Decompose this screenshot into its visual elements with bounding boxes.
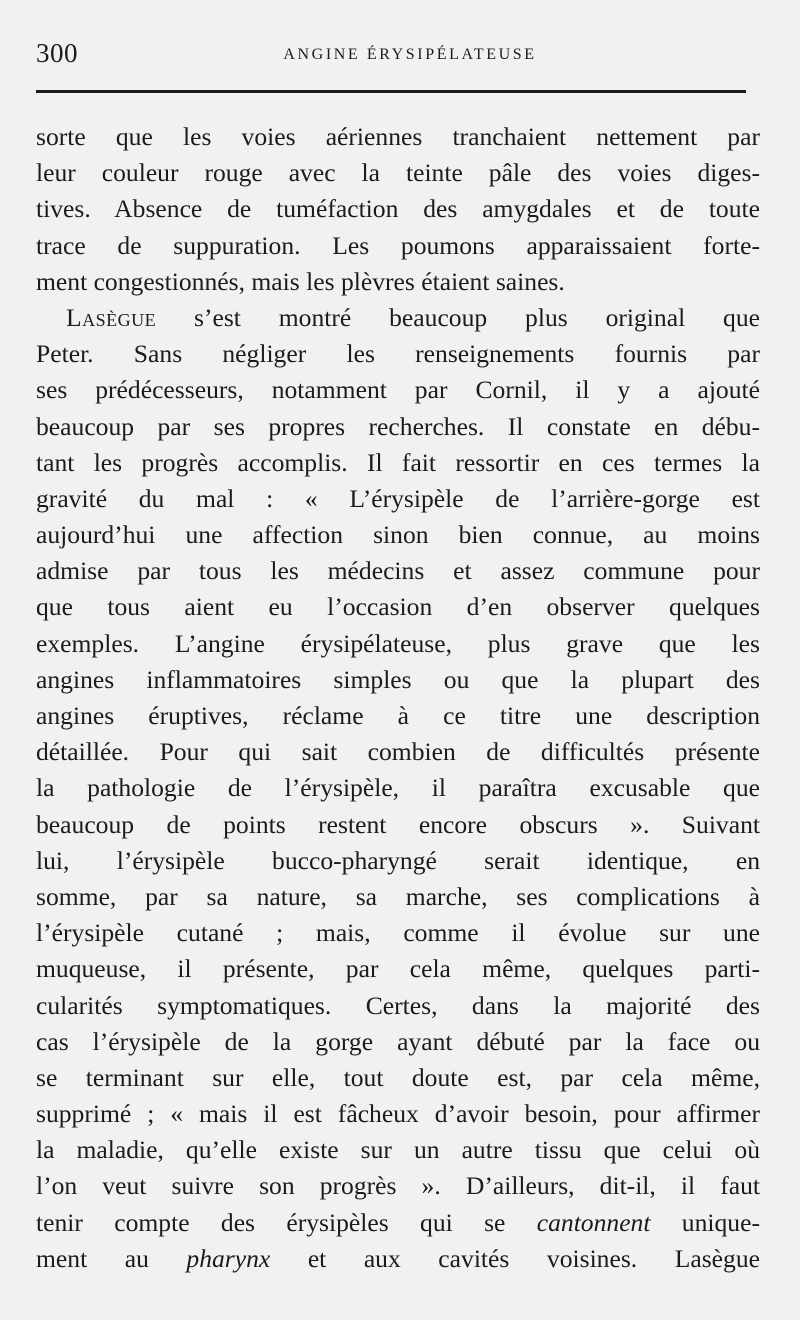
text-line: cas l’érysipèle de la gorge ayant débuté par la face ou xyxy=(36,1026,760,1056)
text-line: cularités symptomatiques. Certes, dans la majorité des xyxy=(36,990,760,1020)
text-line: Peter. Sans négliger les renseignements fournis par xyxy=(36,339,760,369)
text-line: se terminant sur elle, tout doute est, par cela même, xyxy=(36,1062,760,1092)
text-line: que tous aient eu l’occasion d’en observer quelques xyxy=(36,592,760,622)
header-rule xyxy=(36,90,746,93)
text-line: admise par tous les médecins et assez commune pour xyxy=(36,556,760,586)
text-line: beaucoup de points restent encore obscurs ». Suivant xyxy=(36,809,760,839)
text-line: la pathologie de l’érysipèle, il paraîtra excusable que xyxy=(36,773,760,803)
text-line: aujourd’hui une affection sinon bien connue, au moins xyxy=(36,520,760,550)
text-line: Lasègue s’est montré beaucoup plus original que xyxy=(66,302,760,332)
italic-term: pharynx xyxy=(186,1243,271,1273)
text-line: trace de suppuration. Les poumons apparaissaient forte- xyxy=(36,230,760,260)
page-number: 300 xyxy=(36,38,78,68)
text-line: supprimé ; « mais il est fâcheux d’avoir besoin, pour affirmer xyxy=(36,1099,760,1129)
author-name: Lasègue xyxy=(66,302,157,332)
page-header xyxy=(36,38,764,78)
text-line: leur couleur rouge avec la teinte pâle des voies diges- xyxy=(36,158,760,188)
text-line: angines inflammatoires simples ou que la plupart des xyxy=(36,664,760,694)
text-line: l’érysipèle cutané ; mais, comme il évolue sur une xyxy=(36,918,760,948)
text-line: muqueuse, il présente, par cela même, quelques parti- xyxy=(36,954,760,984)
text-line: détaillée. Pour qui sait combien de difficultés présente xyxy=(36,737,760,767)
text-line: la maladie, qu’elle existe sur un autre tissu que celui où xyxy=(36,1135,760,1165)
text-line: tives. Absence de tuméfaction des amygdales et de toute xyxy=(36,194,760,224)
text-line: exemples. L’angine érysipélateuse, plus grave que les xyxy=(36,628,760,658)
text-line: lui, l’érysipèle bucco-pharyngé serait identique, en xyxy=(36,845,760,875)
text-line: ses prédécesseurs, notamment par Cornil, il y a ajouté xyxy=(36,375,760,405)
text-line: ment au pharynx et aux cavités voisines. Lasègue xyxy=(36,1243,760,1273)
text-line: angines éruptives, réclame à ce titre une description xyxy=(36,701,760,730)
text-line: tant les progrès accomplis. Il fait ressortir en ces termes la xyxy=(36,447,760,477)
text-line: sorte que les voies aériennes tranchaient nettement par xyxy=(36,122,760,151)
text-line: l’on veut suivre son progrès ». D’ailleurs, dit-il, il faut xyxy=(36,1171,760,1201)
running-head: ANGINE ÉRYSIPÉLATEUSE xyxy=(283,46,537,63)
text-line: ment congestionnés, mais les plèvres étaient saines. xyxy=(36,266,565,296)
text-line: tenir compte des érysipèles qui se cantonnent unique- xyxy=(36,1207,760,1237)
text-line: somme, par sa nature, sa marche, ses complications à xyxy=(36,881,760,911)
text-line: gravité du mal : « L’érysipèle de l’arrière-gorge est xyxy=(36,483,760,513)
text-line: beaucoup par ses propres recherches. Il constate en débu- xyxy=(36,411,760,441)
body-text xyxy=(36,119,760,1277)
italic-term: cantonnent xyxy=(536,1207,651,1237)
